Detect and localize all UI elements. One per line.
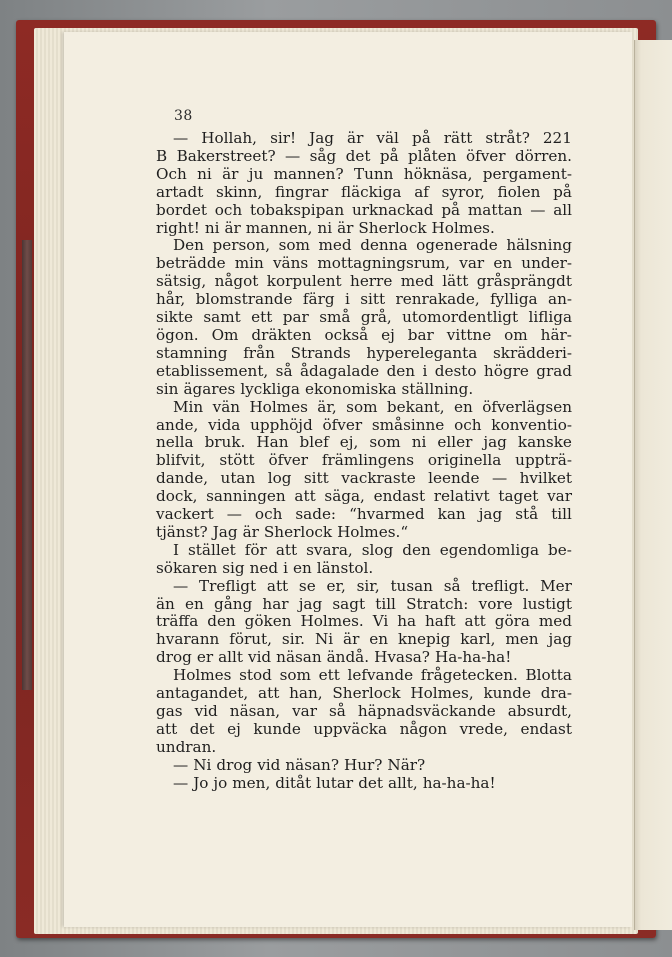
- text-line: artadt skinn, fingrar fläckiga af syror, fiolen på: [156, 182, 572, 201]
- text-line: sin ägares lyckliga ekonomiska ställning.: [156, 379, 474, 398]
- paragraph: [156, 542, 572, 578]
- text-line: antagandet, att han, Sherlock Holmes, kunde dra-: [156, 684, 572, 703]
- text-line: B Bakerstreet? — såg det på plåten öfver dörren.: [156, 146, 572, 165]
- text-line: undran.: [156, 737, 217, 756]
- paragraph: [156, 667, 572, 757]
- text-line: hvarann förut, sir. Ni är en knepig karl, men jag: [156, 630, 572, 649]
- text-line: nella bruk. Han blef ej, som ni eller jag kanske: [156, 433, 572, 452]
- text-line: Min vän Holmes är, som bekant, en öfverlägsen: [173, 397, 572, 416]
- text-line: hår, blomstrande färg i sitt renrakade, fylliga an-: [156, 290, 572, 309]
- text-line: beträdde min väns mottagningsrum, var en under-: [156, 254, 572, 273]
- text-line: träffa den göken Holmes. Vi ha haft att göra med: [156, 612, 572, 631]
- paragraph: [156, 578, 572, 668]
- text-line: sökaren sig ned i en länstol.: [156, 558, 374, 577]
- text-line: ögon. Om dräkten också ej bar vittne om här-: [156, 325, 572, 344]
- text-line: bordet och tobakspipan urknackad på mattan — all: [156, 200, 572, 219]
- text-line: dande, utan log sitt vackraste leende — hvilket: [156, 469, 572, 488]
- text-line: gas vid näsan, var så häpnadsväckande absurdt,: [156, 702, 572, 720]
- body-text: [156, 130, 572, 793]
- text-line: sikte samt ett par små grå, utomordentligt lifliga: [156, 308, 572, 327]
- text-line: Holmes stod som ett lefvande frågetecken. Blotta: [173, 666, 572, 685]
- paragraph: [156, 237, 572, 398]
- text-line: Och ni är ju mannen? Tunn höknäsa, pergament-: [156, 164, 572, 183]
- text-line: Den person, som med denna ogenerade hälsning: [173, 236, 572, 255]
- text-line: stamning från Strands hypereleganta skrädderi-: [156, 343, 572, 362]
- paragraph: [156, 399, 572, 542]
- text-line: right! ni är mannen, ni är Sherlock Holmes.: [156, 218, 495, 237]
- text-line: — Hollah, sir! Jag är väl på rätt stråt? 221: [173, 129, 572, 147]
- text-line: drog er allt vid näsan ändå. Hvasa? Ha-ha-ha!: [156, 648, 512, 667]
- text-line: I stället för att svara, slog den egendomliga be-: [173, 540, 572, 559]
- text-line: blifvit, stött öfver främlingens originella uppträ-: [156, 451, 572, 470]
- facing-page-edge: [634, 40, 672, 930]
- text-line: än en gång har jag sagt till Stratch: vore lustigt: [156, 594, 572, 613]
- paragraph: [156, 757, 572, 775]
- text-line: etablissement, så ådagalade den i desto högre grad: [156, 361, 572, 380]
- text-line: — Jo jo men, ditåt lutar det allt, ha-ha-ha!: [173, 773, 496, 792]
- text-line: sätsig, något korpulent herre med lätt gråsprängdt: [156, 272, 572, 291]
- text-line: att det ej kunde uppväcka någon vrede, endast: [156, 719, 572, 738]
- text-line: vackert — och sade: “hvarmed kan jag stå till: [156, 505, 572, 524]
- text-line: ande, vida upphöjd öfver småsinne och konventio-: [156, 415, 572, 434]
- paragraph: [156, 130, 572, 237]
- page-number: 38: [174, 108, 193, 124]
- text-line: — Ni drog vid näsan? Hur? När?: [173, 755, 426, 774]
- text-line: dock, sanningen att säga, endast relativt taget var: [156, 487, 572, 506]
- text-line: — Trefligt att se er, sir, tusan så trefligt. Mer: [173, 576, 572, 595]
- text-line: tjänst? Jag är Sherlock Holmes.“: [156, 522, 409, 541]
- paragraph: [156, 775, 572, 793]
- cover-wear: [22, 240, 32, 690]
